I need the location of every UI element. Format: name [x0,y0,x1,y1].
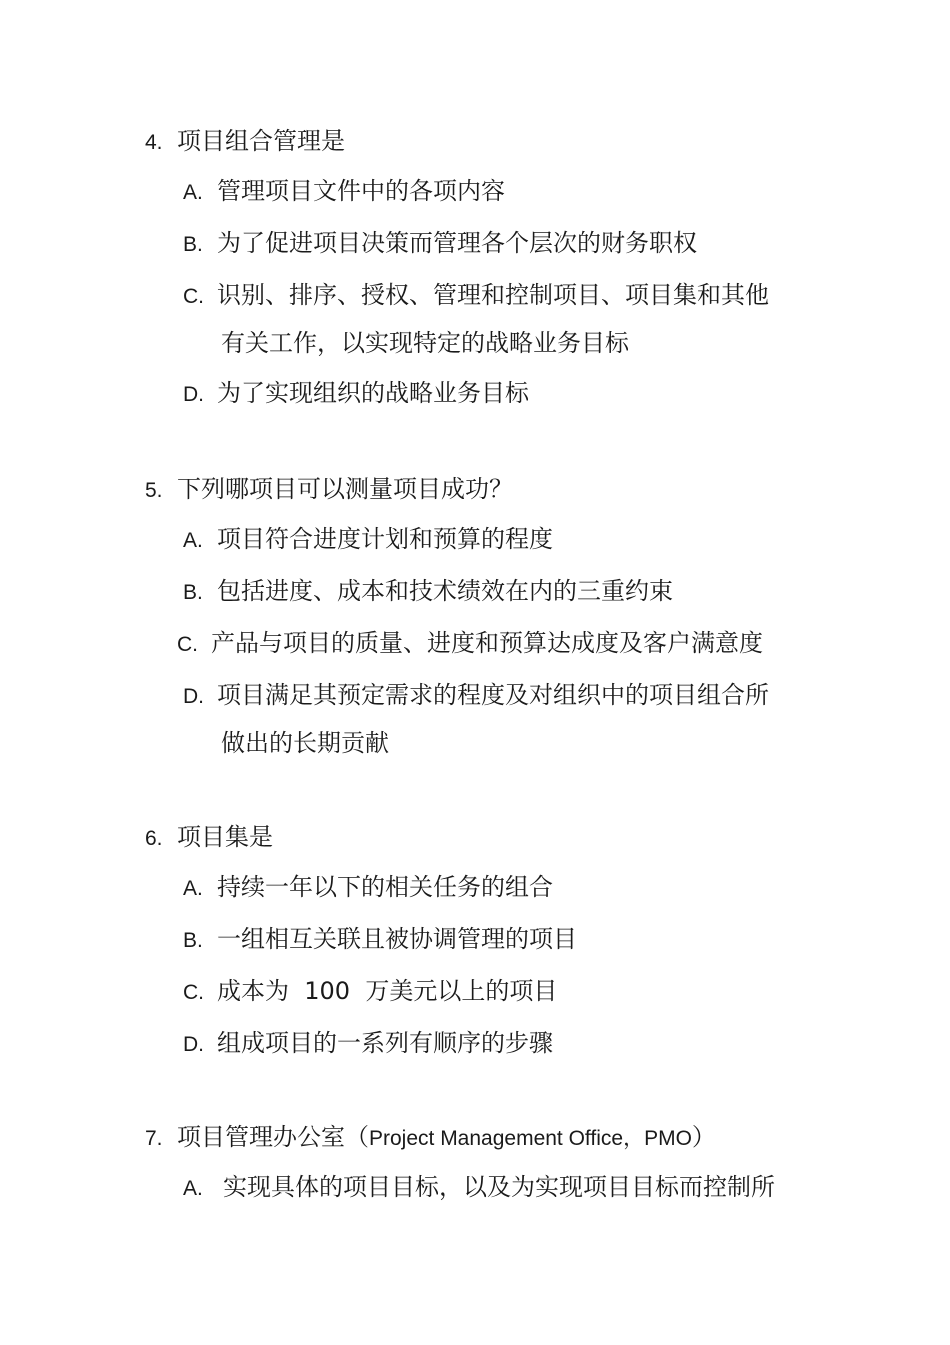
option-a [183,524,845,556]
option-b [183,924,845,956]
option-b [183,576,845,608]
option-text-line-2: 做出的长期贡献 [221,729,389,757]
option-text [217,680,817,758]
question-5 [145,474,845,778]
option-c [183,976,845,1008]
option-text: 产品与项目的质量、进度和预算达成度及客户满意度 [211,629,763,657]
option-text: 为了实现组织的战略业务目标 [217,379,529,407]
option-list [145,872,845,1060]
option-text [217,280,817,358]
question-number: 7. [145,1127,163,1150]
question-4 [145,126,845,430]
option-text: 管理项目文件中的各项内容 [217,177,505,205]
option-letter: A. [183,181,203,204]
question-7 [145,1122,845,1224]
option-text: 项目符合进度计划和预算的程度 [217,525,553,553]
option-letter: D. [183,1033,204,1056]
option-letter: B. [183,929,203,952]
option-text-line-1: 项目满足其预定需求的程度及对组织中的项目组合所 [217,681,769,709]
option-letter: A. [183,877,203,900]
option-letter: C. [177,633,198,656]
option-letter: A. [183,1177,203,1200]
option-d [183,378,845,410]
question-stem [145,126,845,156]
option-c [183,280,845,358]
option-list [145,176,845,410]
question-text-end: ） [691,1123,716,1151]
question-stem [145,822,845,852]
option-letter: A. [183,529,203,552]
option-d [183,680,845,758]
option-text-line-2: 有关工作，以实现特定的战略业务目标 [221,329,629,357]
option-letter: D. [183,383,204,406]
option-letter: D. [183,685,204,708]
option-c [177,628,845,660]
option-text-line-1: 识别、排序、授权、管理和控制项目、项目集和其他 [217,281,769,309]
option-a [183,176,845,208]
option-text: 成本为 100 万美元以上的项目 [217,977,558,1005]
question-6 [145,822,845,1080]
option-letter: C. [183,285,204,308]
option-letter: B. [183,581,203,604]
question-number: 5. [145,479,163,502]
option-list [145,1172,845,1204]
question-text [177,1122,716,1154]
option-text: 组成项目的一系列有顺序的步骤 [217,1029,553,1057]
option-text: 持续一年以下的相关任务的组合 [217,873,553,901]
question-number: 4. [145,131,163,154]
question-text-cn: 项目管理办公室（ [177,1123,369,1151]
question-stem [145,474,845,504]
option-letter: B. [183,233,203,256]
question-stem [145,1122,845,1152]
question-number: 6. [145,827,163,850]
option-d [183,1028,845,1060]
option-a [183,872,845,904]
option-list [145,524,845,758]
option-a [183,1172,845,1204]
question-text: 项目集是 [177,823,273,851]
option-text: 实现具体的项目目标，以及为实现项目目标而控制所 [223,1173,775,1201]
question-text-en: Project Management Office，PMO [369,1127,692,1150]
option-text: 为了促进项目决策而管理各个层次的财务职权 [217,229,697,257]
question-text: 项目组合管理是 [177,127,345,155]
option-text: 一组相互关联且被协调管理的项目 [217,925,577,953]
question-text: 下列哪项目可以测量项目成功？ [177,475,513,503]
option-b [183,228,845,260]
option-letter: C. [183,981,204,1004]
option-text: 包括进度、成本和技术绩效在内的三重约束 [217,577,673,605]
